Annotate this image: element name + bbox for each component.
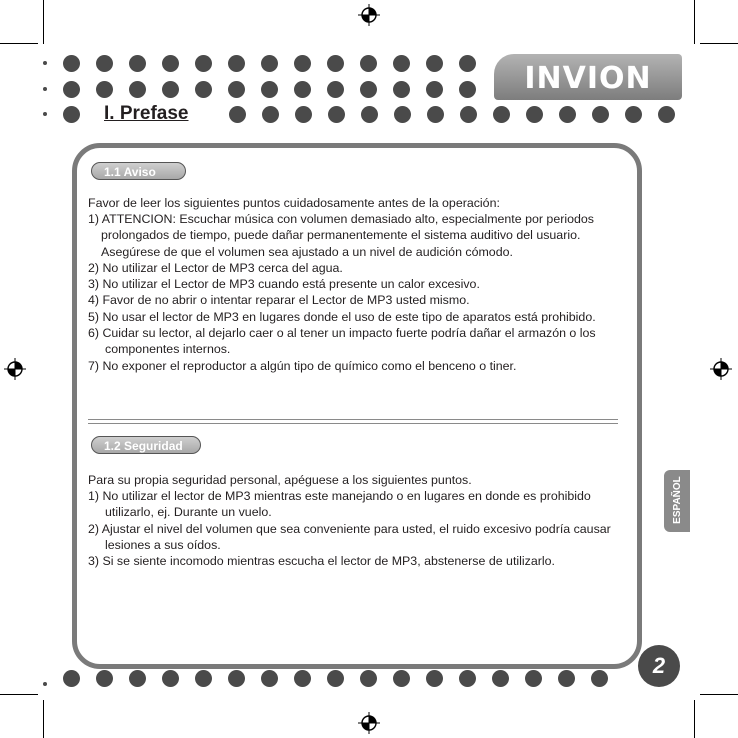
decorative-dot: [228, 55, 245, 72]
registration-mark-right-icon: [710, 358, 732, 380]
decorative-dot: [360, 670, 377, 687]
decorative-dot: [558, 670, 575, 687]
decorative-dot: [195, 670, 212, 687]
language-side-tab: [664, 470, 690, 532]
decorative-dot: [261, 81, 278, 98]
decorative-dot: [162, 670, 179, 687]
seguridad-label-badge: 1.2 Seguridad: [91, 436, 201, 454]
seguridad-intro: Para su propia seguridad personal, apéguese a los siguientes puntos.: [88, 473, 472, 487]
decorative-dot: [261, 670, 278, 687]
decorative-dot: [195, 81, 212, 98]
decorative-dot: [43, 87, 47, 91]
decorative-dot: [129, 670, 146, 687]
decorative-dot: [228, 670, 245, 687]
aviso-intro: Favor de leer los siguientes puntos cuidadosamente antes de la operación:: [88, 196, 500, 210]
crop-mark-bottom-right-v: [694, 700, 695, 738]
brand-logo: [494, 54, 682, 100]
decorative-dot: [459, 670, 476, 687]
crop-mark-top-left-h: [0, 43, 38, 44]
decorative-dot: [294, 55, 311, 72]
decorative-dot: [63, 81, 80, 98]
decorative-dot: [427, 106, 444, 123]
decorative-dot: [229, 106, 246, 123]
crop-mark-top-right-v: [694, 0, 695, 44]
decorative-dot: [459, 81, 476, 98]
crop-mark-top-right-h: [700, 43, 738, 44]
language-side-tab-label: ESPAÑOL: [672, 476, 683, 524]
seguridad-item-1: 1) No utilizar el lector de MP3 mientras este manejando o en lugares en donde es prohibido utilizarlo, ej. Durante un vuelo.: [88, 489, 591, 520]
decorative-dot: [195, 55, 212, 72]
aviso-item-4: 4) Favor de no abrir o intentar reparar el Lector de MP3 usted mismo.: [88, 293, 470, 308]
decorative-dot: [393, 81, 410, 98]
section-divider: [88, 419, 618, 424]
decorative-dot: [327, 81, 344, 98]
decorative-dot: [393, 55, 410, 72]
registration-mark-bottom-icon: [358, 712, 380, 734]
decorative-dot: [63, 670, 80, 687]
decorative-dot: [162, 55, 179, 72]
decorative-dot: [459, 55, 476, 72]
page-number-badge: 2: [638, 645, 680, 687]
crop-mark-bottom-left-h: [0, 694, 38, 695]
decorative-dot: [294, 81, 311, 98]
decorative-dot: [426, 55, 443, 72]
decorative-dot: [228, 81, 245, 98]
aviso-list: [88, 211, 618, 374]
seguridad-item-2: 2) Ajustar el nivel del volumen que sea conveniente para usted, el ruido excesivo podría causar lesiones a sus oídos.: [88, 521, 611, 552]
seguridad-item-3: 3) Si se siente incomodo mientras escucha el lector de MP3, abstenerse de utilizarlo.: [88, 554, 555, 569]
aviso-label-badge: 1.1 Aviso: [91, 162, 186, 180]
decorative-dot: [394, 106, 411, 123]
decorative-dot: [129, 81, 146, 98]
brand-logo-text: INVION: [524, 61, 652, 96]
decorative-dot: [426, 81, 443, 98]
decorative-dot: [426, 670, 443, 687]
aviso-item-1: 1) ATTENCION: Escuchar música con volumen demasiado alto, especialmente por periodos prolongados de tiempo, puede dañar permanentemente el sistema auditivo del usuario. Asegúrese de que el volumen sea ajustado a un nivel de audición cómodo.: [88, 212, 594, 259]
decorative-dot: [96, 81, 113, 98]
decorative-dot: [360, 81, 377, 98]
decorative-dot: [96, 55, 113, 72]
decorative-dot: [559, 106, 576, 123]
aviso-item-5: 5) No usar el lector de MP3 en lugares donde el uso de este tipo de aparatos está prohibido.: [88, 309, 596, 324]
aviso-item-7: 7) No exponer el reproductor a algún tipo de químico como el benceno o tiner.: [88, 358, 517, 373]
decorative-dot: [625, 106, 642, 123]
decorative-dot: [327, 670, 344, 687]
decorative-dot: [294, 670, 311, 687]
decorative-dot: [591, 670, 608, 687]
crop-mark-bottom-right-h: [700, 694, 738, 695]
aviso-item-3: 3) No utilizar el Lector de MP3 cuando está presente un calor excesivo.: [88, 277, 480, 292]
decorative-dot: [592, 106, 609, 123]
decorative-dot: [492, 670, 509, 687]
decorative-dot: [525, 670, 542, 687]
decorative-dot: [295, 106, 312, 123]
decorative-dot: [526, 106, 543, 123]
decorative-dot: [327, 55, 344, 72]
decorative-dot: [129, 55, 146, 72]
aviso-item-2: 2) No utilizar el Lector de MP3 cerca del agua.: [88, 260, 343, 275]
decorative-dot: [493, 106, 510, 123]
decorative-dot: [63, 106, 80, 123]
decorative-dot: [43, 112, 47, 116]
decorative-dot: [361, 106, 378, 123]
crop-mark-bottom-left-v: [43, 700, 44, 738]
registration-mark-top-icon: [358, 4, 380, 26]
registration-mark-left-icon: [4, 358, 26, 380]
decorative-dot: [658, 106, 675, 123]
decorative-dot: [162, 81, 179, 98]
seguridad-list: [88, 488, 618, 569]
decorative-dot: [393, 670, 410, 687]
section-title: I. Prefase: [104, 103, 189, 124]
crop-mark-top-left-v: [43, 0, 44, 44]
decorative-dot: [262, 106, 279, 123]
decorative-dot: [460, 106, 477, 123]
decorative-dot: [328, 106, 345, 123]
decorative-dot: [360, 55, 377, 72]
aviso-item-6: 6) Cuidar su lector, al dejarlo caer o al tener un impacto fuerte podría dañar el armazón o los componentes internos.: [88, 326, 596, 357]
decorative-dot: [43, 61, 47, 65]
decorative-dot: [63, 55, 80, 72]
decorative-dot: [96, 670, 113, 687]
decorative-dot: [261, 55, 278, 72]
decorative-dot: [43, 682, 47, 686]
